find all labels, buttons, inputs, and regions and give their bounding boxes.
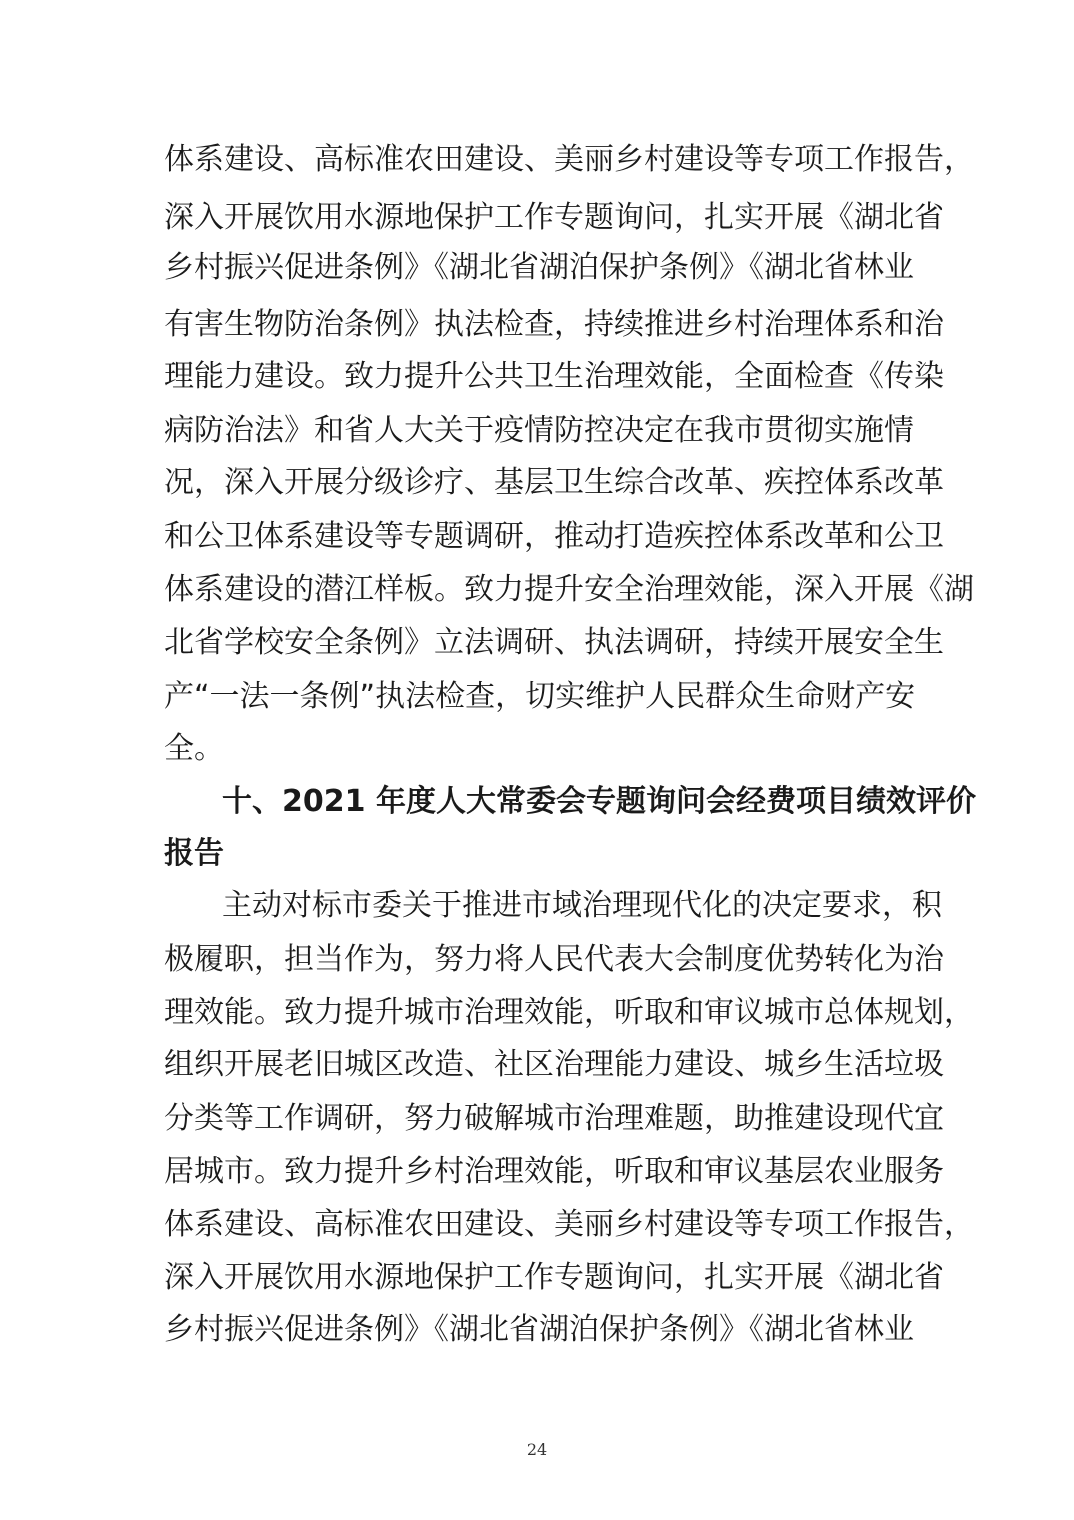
- paragraph-line: 病防治法》和省人大关于疫情防控决定在我市贯彻实施情: [164, 413, 914, 448]
- paragraph-line: 和公卫体系建设等专题调研，推动打造疾控体系改革和公卫: [164, 519, 944, 554]
- paragraph-line: 理效能。致力提升城市治理效能，听取和审议城市总体规划，: [164, 995, 974, 1030]
- paragraph-line: 居城市。致力提升乡村治理效能，听取和审议基层农业服务: [164, 1154, 944, 1189]
- paragraph-line: 有害生物防治条例》执法检查，持续推进乡村治理体系和治: [164, 307, 944, 342]
- paragraph-line: 极履职，担当作为，努力将人民代表大会制度优势转化为治: [164, 942, 944, 977]
- paragraph-line: 北省学校安全条例》立法调研、执法调研，持续开展安全生: [164, 625, 944, 660]
- paragraph-line: 主动对标市委关于推进市域治理现代化的决定要求，积: [222, 888, 942, 923]
- paragraph-line: 乡村振兴促进条例》《湖北省湖泊保护条例》《湖北省林业: [164, 1312, 914, 1347]
- paragraph-line: 体系建设的潜江样板。致力提升安全治理效能，深入开展《湖: [164, 572, 974, 607]
- paragraph-line: 分类等工作调研，努力破解城市治理难题，助推建设现代宜: [164, 1101, 944, 1136]
- paragraph-line: 理能力建设。致力提升公共卫生治理效能，全面检查《传染: [164, 359, 944, 394]
- paragraph-line: 产“一法一条例”执法检查，切实维护人民群众生命财产安: [164, 679, 916, 714]
- paragraph-line: 况，深入开展分级诊疗、基层卫生综合改革、疾控体系改革: [164, 465, 944, 500]
- paragraph-line: 深入开展饮用水源地保护工作专题询问，扎实开展《湖北省: [164, 200, 944, 235]
- page-number: 24: [526, 1440, 548, 1459]
- paragraph-line: 组织开展老旧城区改造、社区治理能力建设、城乡生活垃圾: [164, 1047, 944, 1082]
- paragraph-line: 乡村振兴促进条例》《湖北省湖泊保护条例》《湖北省林业: [164, 250, 914, 285]
- paragraph-line: 深入开展饮用水源地保护工作专题询问，扎实开展《湖北省: [164, 1260, 944, 1295]
- heading-line: 报告: [164, 836, 224, 871]
- paragraph-line: 体系建设、高标准农田建设、美丽乡村建设等专项工作报告，: [164, 1207, 974, 1242]
- paragraph-line: 体系建设、高标准农田建设、美丽乡村建设等专项工作报告，: [164, 142, 974, 177]
- paragraph-line: 全。: [164, 731, 224, 766]
- heading-line: 十、2021 年度人大常委会专题询问会经费项目绩效评价: [222, 784, 976, 819]
